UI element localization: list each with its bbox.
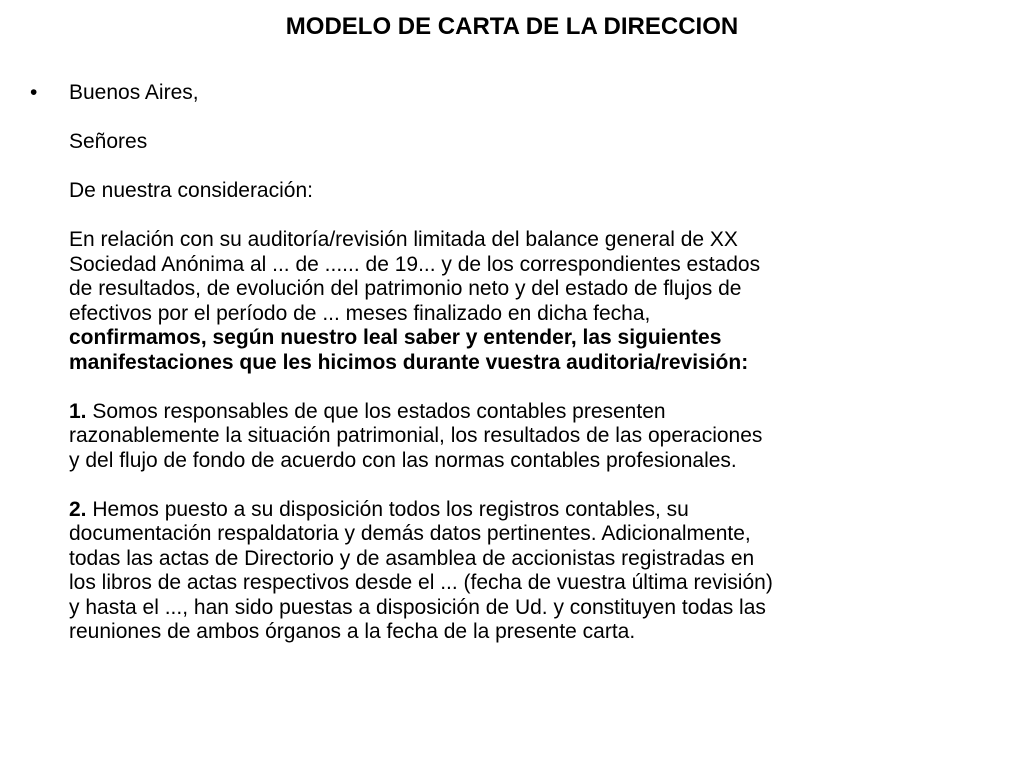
salutation-line: Señores (69, 130, 148, 153)
bullet-marker: • (30, 81, 38, 104)
intro-line: En relación con su auditoría/revisión limitada del balance general de XX (69, 228, 738, 251)
item-2-number: 2. (69, 497, 87, 521)
slide-title: MODELO DE CARTA DE LA DIRECCION (285, 13, 739, 40)
intro-bold-line: manifestaciones que les hicimos durante vuestra auditoria/revisión: (69, 350, 749, 374)
item-1-line: Somos responsables de que los estados contables presenten (86, 399, 666, 423)
item-1-line: y del flujo de fondo de acuerdo con las normas contables profesionales. (69, 448, 737, 472)
city-line: Buenos Aires, (69, 81, 199, 104)
intro-paragraph (69, 228, 969, 375)
item-2-line: reuniones de ambos órganos a la fecha de la presente carta. (69, 620, 636, 643)
item-2-line: documentación respaldatoria y demás datos pertinentes. Adicionalmente, (69, 522, 751, 545)
item-1-number: 1. (69, 399, 87, 423)
item-2-line: y hasta el ..., han sido puestas a disposición de Ud. y constituyen todas las (69, 595, 766, 619)
intro-bold-line: confirmamos, según nuestro leal saber y entender, las siguientes (69, 326, 722, 349)
item-2-first-line (69, 498, 969, 523)
letter-body (69, 81, 969, 645)
greeting-line: De nuestra consideración: (69, 179, 313, 202)
intro-line: Sociedad Anónima al ... de ...... de 19... y de los correspondientes estados (69, 252, 761, 276)
intro-line: de resultados, de evolución del patrimonio neto y del estado de flujos de (69, 277, 742, 300)
item-1-first-line (69, 400, 969, 425)
item-1-paragraph (69, 400, 969, 474)
item-1-line: razonablemente la situación patrimonial, los resultados de las operaciones (69, 424, 763, 447)
item-2-line: Hemos puesto a su disposición todos los registros contables, su (86, 497, 689, 521)
item-2-line: todas las actas de Directorio y de asamblea de accionistas registradas en (69, 546, 755, 570)
item-2-line: los libros de actas respectivos desde el ... (fecha de vuestra última revisión) (69, 571, 773, 594)
item-2-paragraph (69, 498, 969, 645)
intro-line: efectivos por el período de ... meses finalizado en dicha fecha, (69, 301, 651, 325)
